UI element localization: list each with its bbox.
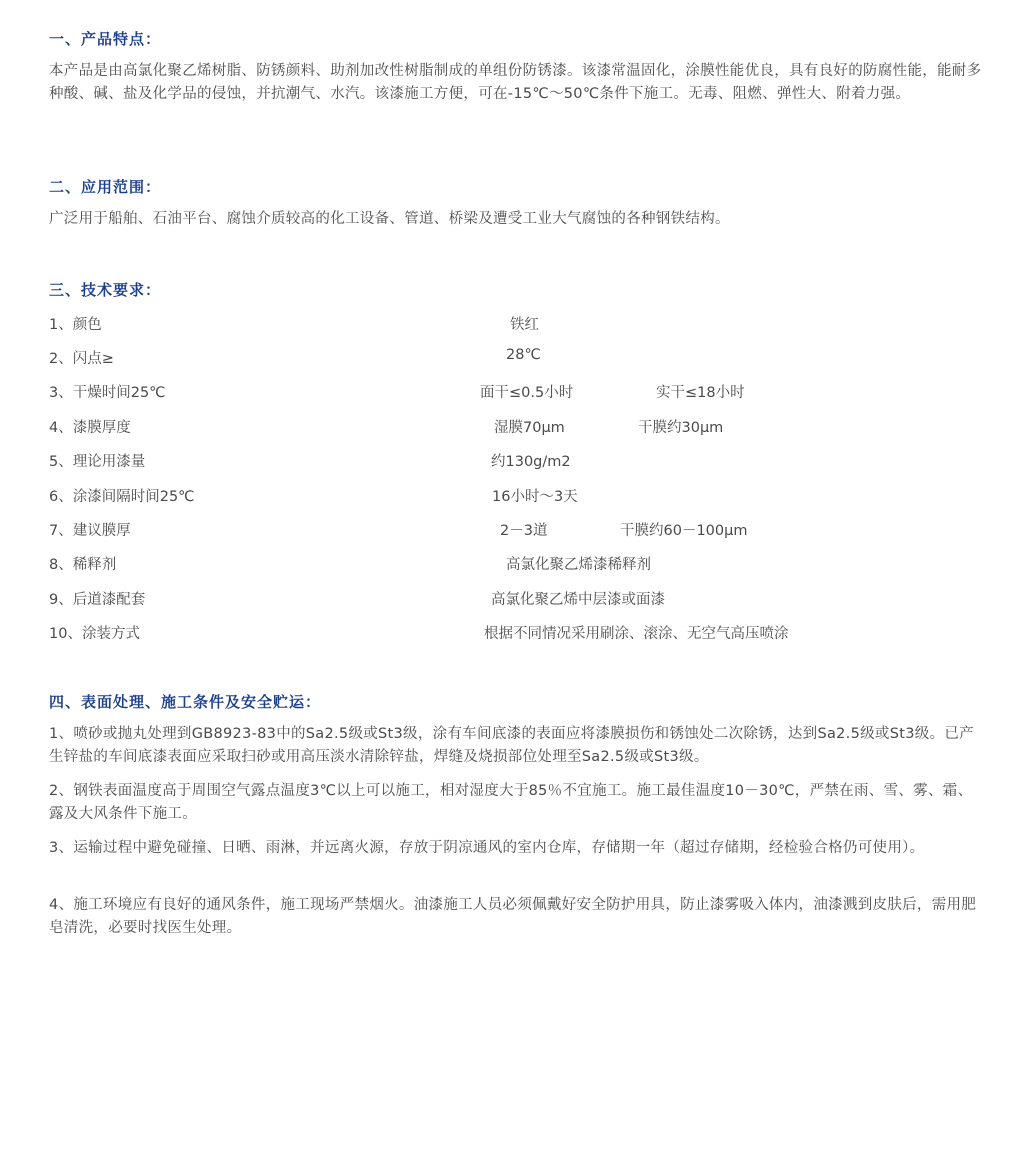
spec-label: 4、漆膜厚度 [49,420,131,436]
spec-value-secondary: 实干≤18小时 [656,385,745,401]
spec-label: 5、理论用漆量 [49,454,146,470]
spec-label: 1、颜色 [49,317,102,333]
surface-treatment-item: 4、施工环境应有良好的通风条件，施工现场严禁烟火。油漆施工人员必须佩戴好安全防护用具，防止漆雾吸入体内，油漆溅到皮肤后，需用肥皂清洗，必要时找医生处理。 [49,897,977,936]
section-heading-tech-requirements: 三、技术要求： [49,281,162,299]
spec-row [0,519,1024,543]
spec-value: 高氯化聚乙烯漆稀释剂 [506,557,651,573]
spec-row [0,313,1024,337]
spec-row [0,622,1024,646]
surface-treatment-item: 3、运输过程中避免碰撞、日晒、雨淋，并远离火源，存放于阴凉通风的室内仓库，存储期一年（超过存储期，经检验合格仍可使用）。 [49,840,925,856]
spec-label: 8、稀释剂 [49,557,117,573]
spec-value: 铁红 [510,317,539,333]
spec-label: 7、建议膜厚 [49,523,131,539]
spec-value: 2－3道 [500,523,548,539]
section-heading-features: 一、产品特点： [49,30,162,48]
spec-row [0,485,1024,509]
spec-value: 约130g/m2 [491,454,571,470]
spec-row [0,588,1024,612]
spec-row [0,553,1024,577]
spec-label: 10、涂装方式 [49,626,140,642]
spec-label: 3、干燥时间25℃ [49,385,166,401]
spec-value: 面干≤0.5小时 [480,385,574,401]
section-heading-surface-treatment: 四、表面处理、施工条件及安全贮运： [49,693,322,711]
surface-treatment-item: 1、喷砂或抛丸处理到GB8923-83中的Sa2.5级或St3级，涂有车间底漆的表面应将漆膜损伤和锈蚀处二次除锈，达到Sa2.5级或St3级。已产生锌盐的车间底漆表面应采取扫砂或用高压淡水清除锌盐，焊缝及烧损部位处理至Sa2.5级或St3级。 [49,726,974,765]
spec-row [0,381,1024,405]
surface-treatment-item: 2、钢铁表面温度高于周围空气露点温度3℃以上可以施工，相对湿度大于85％不宜施工。施工最佳温度10－30℃，严禁在雨、雪、雾、霜、露及大风条件下施工。 [49,783,973,822]
spec-row [0,347,1024,371]
spec-value: 16小时～3天 [492,489,578,505]
spec-row [0,416,1024,440]
spec-value: 湿膜70μm [494,420,565,436]
spec-value-secondary: 干膜约30μm [638,420,724,436]
applications-paragraph: 广泛用于船舶、石油平台、腐蚀介质较高的化工设备、管道、桥梁及遭受工业大气腐蚀的各种钢铁结构。 [49,211,730,227]
spec-value: 根据不同情况采用刷涂、滚涂、无空气高压喷涂 [484,626,789,642]
spec-value: 28℃ [506,347,541,363]
spec-label: 9、后道漆配套 [49,592,146,608]
spec-value: 高氯化聚乙烯中层漆或面漆 [491,592,665,608]
spec-label: 2、闪点≥ [49,351,114,367]
spec-label: 6、涂漆间隔时间25℃ [49,489,195,505]
spec-value-secondary: 干膜约60－100μm [620,523,748,539]
spec-row [0,450,1024,474]
section-heading-applications: 二、应用范围： [49,178,162,196]
features-paragraph: 本产品是由高氯化聚乙烯树脂、防锈颜料、助剂加改性树脂制成的单组份防锈漆。该漆常温固化，涂膜性能优良，具有良好的防腐性能，能耐多种酸、碱、盐及化学品的侵蚀，并抗潮气、水汽。该漆施工方便，可在-15℃～50℃条件下施工。无毒、阻燃、弹性大、附着力强。 [49,63,982,102]
